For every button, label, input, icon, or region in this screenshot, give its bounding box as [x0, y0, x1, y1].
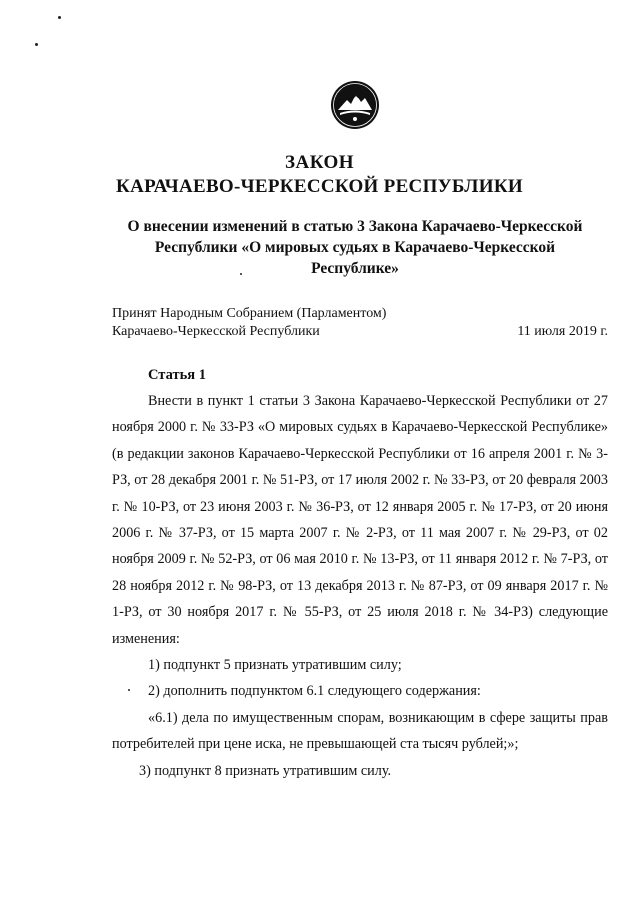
republic-title: КАРАЧАЕВО-ЧЕРКЕССКОЙ РЕСПУБЛИКИ	[116, 176, 523, 197]
adopted-row	[112, 323, 608, 341]
list-item-1: 1) подпункт 5 признать утратившим силу;	[148, 657, 402, 674]
scan-speck	[35, 43, 38, 46]
adoption-date: 11 июля 2019 г.	[517, 324, 608, 339]
list-item-2-quote: «6.1) дела по имущественным спорам, возникающим в сфере защиты прав потребителей при цене иска, не превышающей ста тысяч рублей;»;	[112, 709, 608, 753]
article-body	[112, 388, 608, 784]
law-title: ЗАКОН	[284, 152, 355, 173]
adopted-by-line: Принят Народным Собранием (Парламентом)	[112, 306, 387, 321]
republic-emblem-icon	[330, 80, 380, 130]
list-item-3: 3) подпункт 8 признать утратившим силу.	[139, 762, 392, 779]
list-item-2: 2) дополнить подпунктом 6.1 следующего содержания:	[148, 683, 481, 700]
adopted-by-republic: Карачаево-Черкесской Республики	[112, 324, 320, 339]
scan-speck	[58, 16, 61, 19]
article-title: Статья 1	[148, 367, 206, 383]
adoption-block	[112, 305, 608, 341]
law-subtitle: О внесении изменений в статью 3 Закона Карачаево-Черкесской Республики «О мировых судьях в Карачаево-Черкесской Республике»	[127, 218, 583, 277]
article-intro: Внести в пункт 1 статьи 3 Закона Карачаево-Черкесской Республики от 27 ноября 2000 г. № 33-РЗ «О мировых судьях в Карачаево-Черкесской Республике» (в редакции законов Карачаево-Черкесской Республики от 16 апреля 2001 г. № 3-РЗ, от 28 декабря 2001 г. № 51-РЗ, от 17 июля 2002 г. № 33-РЗ, от 20 февраля 2003 г. № 10-РЗ, от 23 июня 2003 г. № 36-РЗ, от 12 января 2005 г. № 17-РЗ, от 20 июня 2006 г. № 37-РЗ, от 15 марта 2007 г. № 2-РЗ, от 11 мая 2007 г. № 29-РЗ, от 02 ноября 2009 г. № 52-РЗ, от 06 мая 2010 г. № 13-РЗ, от 11 января 2012 г. № 7-РЗ, от 28 ноября 2012 г. № 98-РЗ, от 13 декабря 2013 г. № 87-РЗ, от 09 января 2017 г. № 1-РЗ, от 30 ноября 2017 г. № 55-РЗ, от 25 июля 2018 г. № 34-РЗ) следующие изменения:	[112, 393, 608, 647]
